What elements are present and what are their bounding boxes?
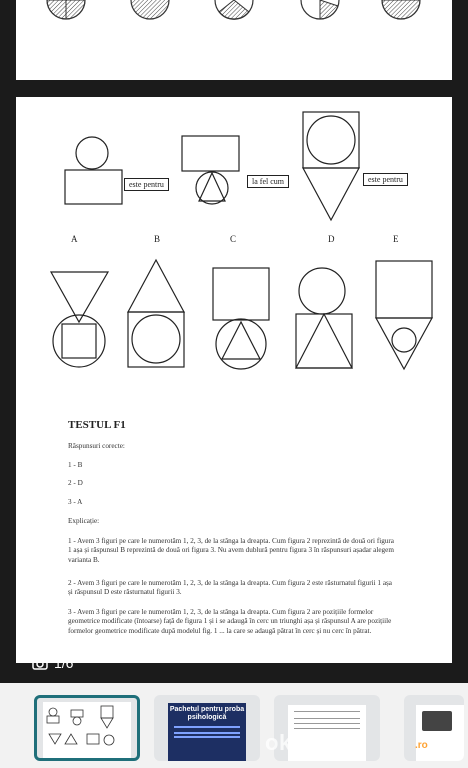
option-letter-c: C	[230, 234, 237, 244]
option-a-figure	[51, 272, 108, 367]
option-e-figure	[376, 261, 432, 369]
thumbnail-4-preview	[416, 705, 464, 761]
thumbnail-1[interactable]	[34, 695, 140, 761]
hatched-circle-3	[215, 0, 253, 19]
thumbnail-2-title: Pachetul pentru proba psihologică	[169, 706, 245, 721]
thumbnail-1-preview	[37, 698, 137, 758]
option-d-figure	[296, 268, 352, 368]
explanation-2: 2 - Avem 3 figuri pe care le numerotăm 1, 2, 3, de la stânga la dreapta. Cum figura 2 este răsturnatul figurii 1 așa și răspunsul D este răsturnatul figurii 3.	[68, 579, 392, 597]
camera-icon	[32, 656, 48, 670]
watermark-suffix: .ro	[415, 740, 428, 751]
thumbnail-2-preview	[168, 703, 246, 761]
thumbnail-strip	[0, 683, 468, 768]
relation-label-3: este pentru	[363, 173, 408, 186]
explanation-title: Explicație:	[68, 517, 100, 525]
document-page-prev	[16, 0, 452, 80]
option-letter-b: B	[154, 234, 161, 244]
figure-3	[303, 112, 359, 220]
option-letter-e: E	[393, 234, 399, 244]
answer-2: 2 - D	[68, 479, 83, 487]
figure-2	[182, 136, 239, 204]
image-counter-text: 1/6	[54, 655, 74, 671]
option-letter-d: D	[328, 234, 335, 244]
explanation-1: 1 - Avem 3 figuri pe care le numerotăm 1, 2, 3, de la stânga la dreapta. Cum figura 2 reprezintă de două ori figura 1 așa și răspunsul B reprezintă de două ori figura 3. Nu avem dublură pentru figura 3 în răspunsuri așadar alegem varianta B.	[68, 537, 394, 564]
option-b-figure	[128, 260, 184, 367]
relation-label-2: la fel cum	[247, 175, 289, 188]
answers-title: Răspunsuri corecte:	[68, 442, 125, 450]
explanation-3: 3 - Avem 3 figuri pe care le numerotăm 1, 2, 3, de la stânga la dreapta. Cum figura 2 are pozițiile formelor geometrice modificate (întoarse) față de figura 1 și i se adaugă în cerc un triunghi așa și răspunsul A are pozițiile formelor geometrice modificate după modelul fig. 1 ... la care se adaugă pătrat în cerc și nu cerc în pătrat.	[68, 608, 392, 635]
watermark-logo: okazii	[265, 730, 330, 755]
hatched-circle-4	[301, 0, 339, 19]
image-counter	[32, 655, 73, 671]
answer-1: 1 - B	[68, 461, 83, 469]
thumbnail-2[interactable]	[154, 695, 260, 761]
relation-label-1: este pentru	[124, 178, 169, 191]
test-heading: TESTUL F1	[68, 419, 126, 431]
circle-figures-row	[16, 0, 452, 80]
hatched-circle-2	[131, 0, 169, 19]
option-c-figure	[213, 268, 269, 369]
thumbnail-4[interactable]	[404, 695, 464, 761]
hatched-circle-5	[382, 0, 420, 19]
document-page	[16, 97, 452, 663]
answer-3: 3 - A	[68, 498, 83, 506]
test-figures	[16, 97, 452, 397]
figure-1	[65, 137, 122, 204]
option-letter-a: A	[71, 234, 78, 244]
hatched-circle-1	[47, 0, 85, 19]
